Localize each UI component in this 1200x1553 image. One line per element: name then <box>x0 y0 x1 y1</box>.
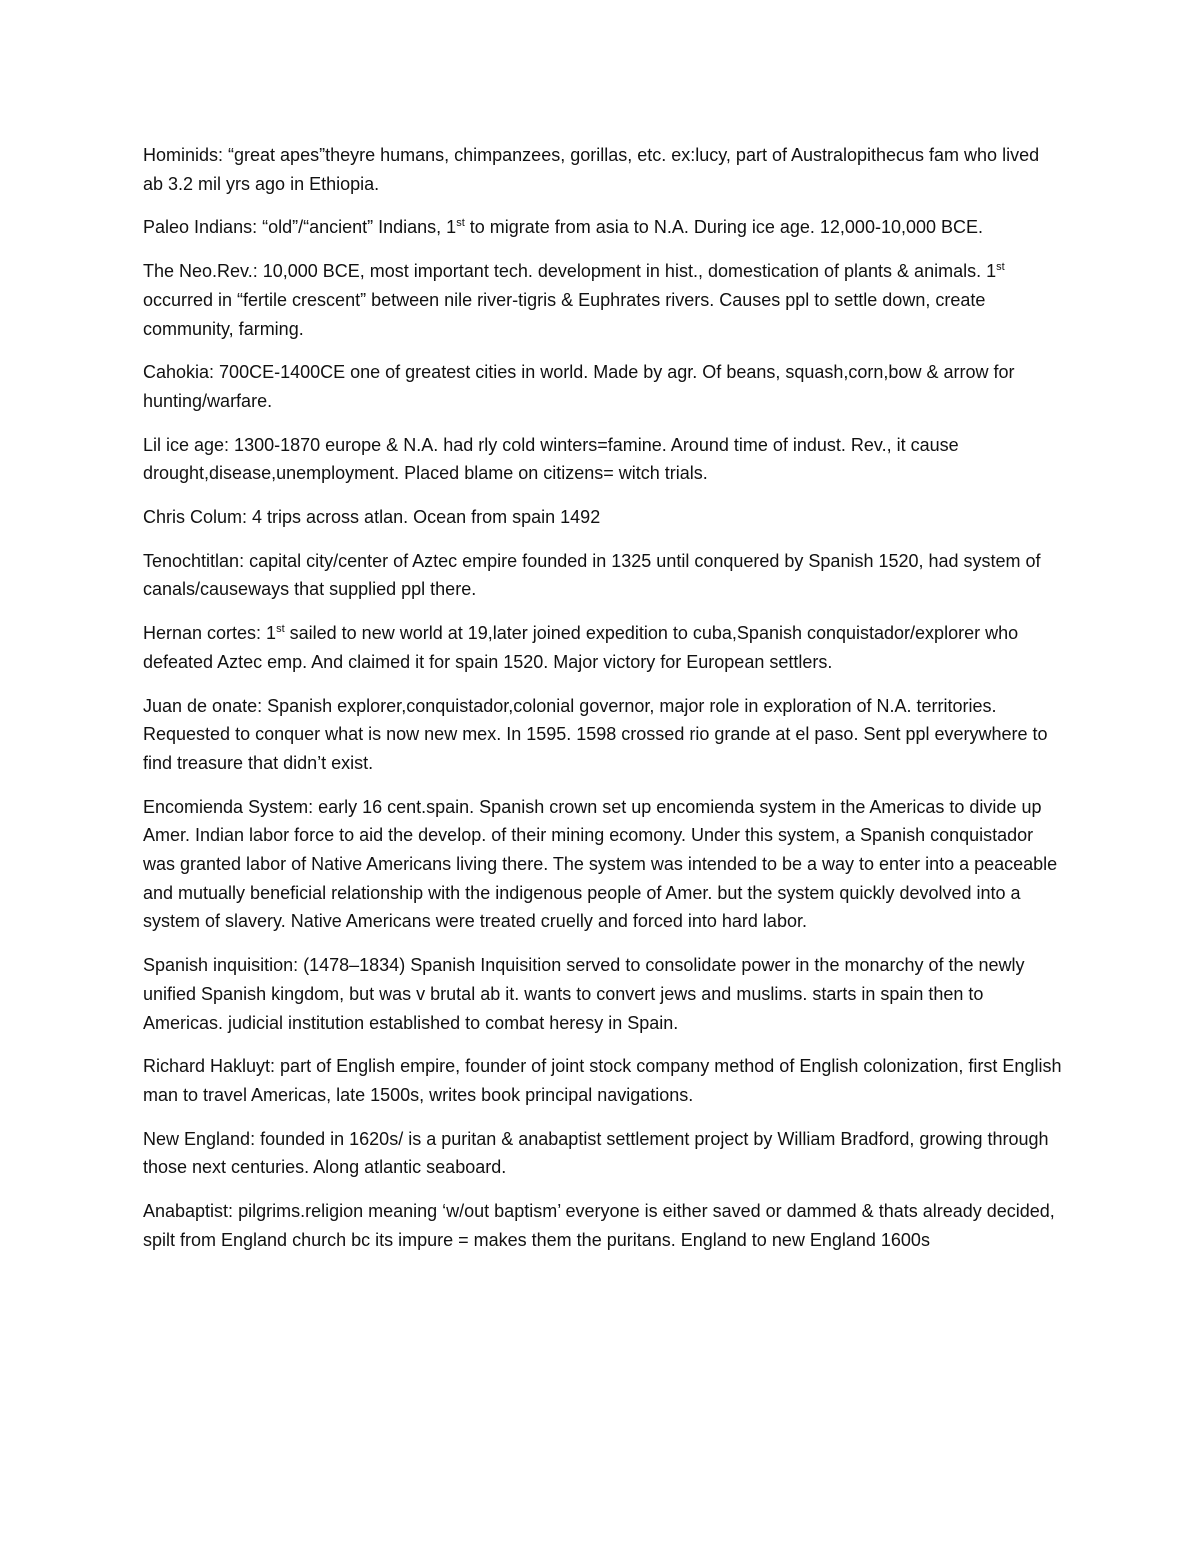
note-paragraph <box>143 257 1063 343</box>
paragraph-text: Spanish inquisition: (1478–1834) Spanish Inquisition served to consolidate power in the monarchy of the newly unified Spanish kingdom, but was v brutal ab it. wants to convert jews and muslims. starts in spain then to Americas. judicial institution established to combat heresy in Spain. <box>143 955 1025 1033</box>
note-paragraph <box>143 503 1063 532</box>
paragraph-text: Paleo Indians: “old”/“ancient” Indians, 1 <box>143 217 457 238</box>
paragraph-text: Hominids: “great apes”theyre humans, chimpanzees, gorillas, etc. ex:lucy, part of Australopithecus fam who lived ab 3.2 mil yrs ago in Ethiopia. <box>143 145 1040 194</box>
note-paragraph <box>143 431 1063 488</box>
ordinal-superscript: st <box>276 623 285 636</box>
paragraph-text: to migrate from asia to N.A. During ice age. 12,000-10,000 BCE. <box>464 217 984 238</box>
note-paragraph <box>143 692 1063 778</box>
paragraph-text: Anabaptist: pilgrims.religion meaning ‘w/out baptism’ everyone is either saved or dammed & thats already decided, spilt from England church bc its impure = makes them the puritans. England to new England 1600s <box>143 1201 1055 1250</box>
note-paragraph <box>143 619 1063 676</box>
ordinal-superscript: st <box>996 261 1005 274</box>
paragraph-text: Richard Hakluyt: part of English empire, founder of joint stock company method of English colonization, first English man to travel Americas, late 1500s, writes book principal navigations. <box>143 1056 1062 1105</box>
paragraph-text: Chris Colum: 4 trips across atlan. Ocean from spain 1492 <box>143 507 601 528</box>
note-paragraph <box>143 1052 1063 1109</box>
paragraph-text: occurred in “fertile crescent” between nile river-tigris & Euphrates rivers. Causes ppl to settle down, create community, farming. <box>143 289 986 339</box>
paragraph-text: Lil ice age: 1300-1870 europe & N.A. had rly cold winters=famine. Around time of indust. Rev., it cause drought,disease,unemployment. Placed blame on citizens= witch trials. <box>143 434 959 484</box>
paragraph-text: sailed to new world at 19,later joined expedition to cuba,Spanish conquistador/explorer who defeated Aztec emp. And claimed it for spain 1520. Major victory for European settlers. <box>143 623 1019 672</box>
note-paragraph <box>143 358 1063 415</box>
note-paragraph <box>143 793 1063 937</box>
paragraph-text: Encomienda System: early 16 cent.spain. Spanish crown set up encomienda system in the Americas to divide up Amer. Indian labor force to aid the develop. of their mining ecomony. Under this system, a Spanish conquistador was granted labor of Native Americans living there. The system was intended to be a way to enter into a peaceable and mutually beneficial relationship with the indigenous people of Amer. but the system quickly devolved into a system of slavery. Native Americans were treated cruelly and forced into hard labor. <box>143 796 1058 932</box>
paragraph-text: Hernan cortes: 1 <box>143 623 277 644</box>
note-paragraph <box>143 1197 1063 1254</box>
paragraph-text: The Neo.Rev.: 10,000 BCE, most important tech. development in hist., domestication of plants & animals. 1 <box>143 261 997 282</box>
paragraph-text: New England: founded in 1620s/ is a puritan & anabaptist settlement project by William Bradford, growing through those next centuries. Along atlantic seaboard. <box>143 1128 1049 1178</box>
document-body <box>143 141 1063 1270</box>
note-paragraph <box>143 951 1063 1037</box>
paragraph-text: Juan de onate: Spanish explorer,conquistador,colonial governor, major role in exploration of N.A. territories. Requested to conquer what is now new mex. In 1595. 1598 crossed rio grande at el paso. Sent ppl everywhere to find treasure that didn’t exist. <box>143 695 1048 773</box>
note-paragraph <box>143 141 1063 198</box>
ordinal-superscript: st <box>456 217 465 230</box>
note-paragraph <box>143 547 1063 604</box>
note-paragraph <box>143 213 1063 242</box>
paragraph-text: Tenochtitlan: capital city/center of Aztec empire founded in 1325 until conquered by Spanish 1520, had system of canals/causeways that supplied ppl there. <box>143 550 1041 600</box>
note-paragraph <box>143 1125 1063 1182</box>
paragraph-text: Cahokia: 700CE-1400CE one of greatest cities in world. Made by agr. Of beans, squash,corn,bow & arrow for hunting/warfare. <box>143 362 1015 411</box>
